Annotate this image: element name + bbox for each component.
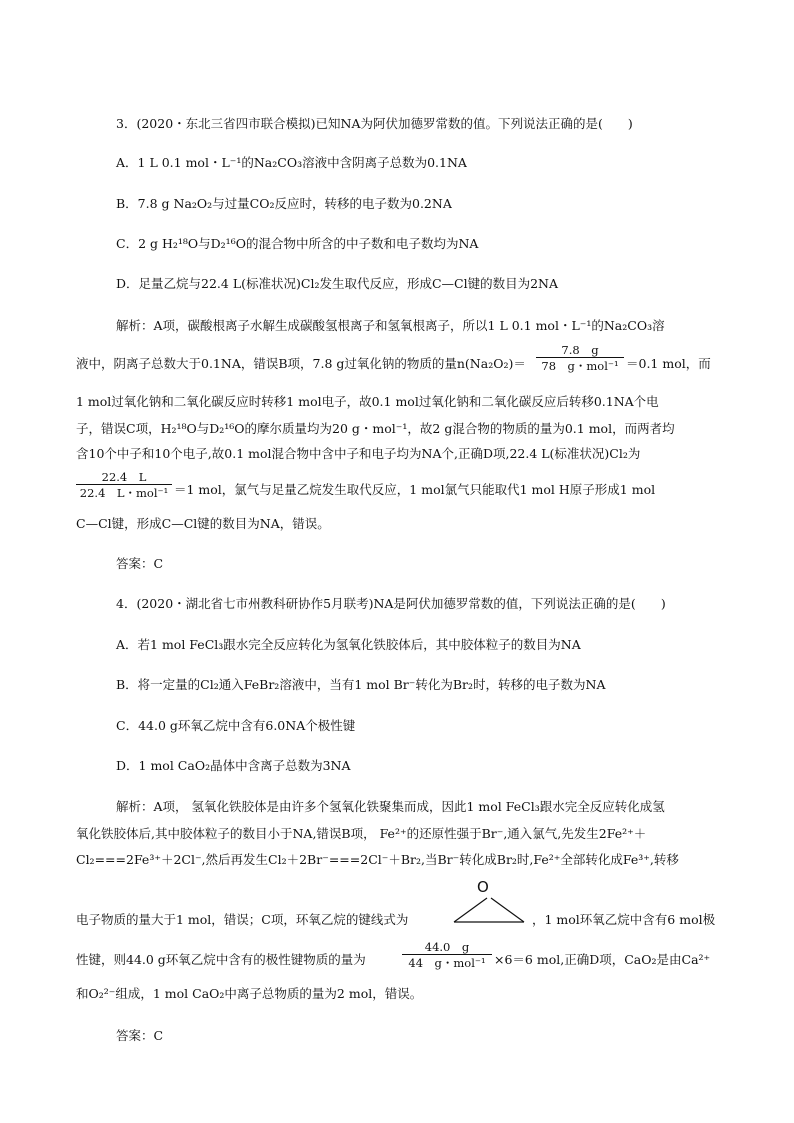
q3-answer: 答案：C — [116, 556, 164, 571]
q4-fraction-numerator: 44.0 g — [424, 940, 470, 954]
q3-fraction-1 — [536, 343, 624, 373]
q4-analysis-line2: 氧化铁胶体后,其中胶体粒子的数目小于NA,错误B项， Fe²⁺的还原性强于Br⁻,通入氯气,先发生2Fe²⁺＋ — [76, 826, 647, 841]
q4-analysis-line1: 解析：A项， 氢氧化铁胶体是由许多个氢氧化铁聚集而成，因此1 mol FeCl₃跟水完全反应转化成氢 — [116, 799, 665, 814]
q3-analysis-line3: 1 mol过氧化钠和二氧化碳反应时转移1 mol电子，故0.1 mol过氧化钠和二氧化碳反应后转移0.1NA个电 — [76, 394, 659, 409]
q3-fraction-1-denominator: 78 g・mol⁻¹ — [536, 357, 624, 373]
q3-fraction-2-numerator: 22.4 L — [101, 470, 147, 484]
q3-analysis-line1: 解析：A项，碳酸根离子水解生成碳酸氢根离子和氢氧根离子，所以1 L 0.1 mol・L⁻¹的Na₂CO₃溶 — [116, 318, 665, 333]
oxygen-atom-label: O — [477, 878, 489, 896]
q3-option-b: B．7.8 g Na₂O₂与过量CO₂反应时，转移的电子数为0.2NA — [116, 196, 452, 211]
q4-answer: 答案：C — [116, 1028, 164, 1043]
q3-fraction-2-denominator: 22.4 L・mol⁻¹ — [76, 484, 172, 500]
q4-option-a: A．若1 mol FeCl₃跟水完全反应转化为氢氧化铁胶体后，其中胶体粒子的数目为NA — [116, 637, 581, 652]
q3-analysis-line2b: ＝0.1 mol，而 — [626, 356, 711, 371]
q4-analysis-line5b: ×6＝6 mol,正确D项，CaO₂是由Ca²⁺ — [494, 952, 711, 967]
q4-analysis-line3: Cl₂===2Fe³⁺＋2Cl⁻,然后再发生Cl₂＋2Br⁻===2Cl⁻＋Br₂,当Br⁻转化成Br₂时,Fe²⁺全部转化成Fe³⁺,转移 — [76, 852, 679, 867]
q3-option-d: D．足量乙烷与22.4 L(标准状况)Cl₂发生取代反应，形成C—Cl键的数目为2NA — [116, 276, 558, 291]
q4-analysis-line4b: ，1 mol环氧乙烷中含有6 mol极 — [532, 912, 716, 927]
q4-analysis-line4a: 电子物质的量大于1 mol，错误；C项，环氧乙烷的键线式为 — [76, 912, 409, 927]
q4-analysis-line5a: 性键，则44.0 g环氧乙烷中含有的极性键物质的量为 — [76, 952, 366, 967]
q3-option-c: C．2 g H₂¹⁸O与D₂¹⁶O的混合物中所含的中子数和电子数均为NA — [116, 236, 479, 251]
q3-option-a: A．1 L 0.1 mol・L⁻¹的Na₂CO₃溶液中含阴离子总数为0.1NA — [116, 155, 467, 170]
q4-fraction — [402, 940, 492, 970]
q4-option-d: D．1 mol CaO₂晶体中含离子总数为3NA — [116, 758, 351, 773]
q3-analysis-line2a: 液中，阴离子总数大于0.1NA，错误B项，7.8 g过氧化钠的物质的量n(Na₂O₂)＝ — [76, 356, 526, 371]
q3-stem: 3．(2020・东北三省四市联合模拟)已知NA为阿伏加德罗常数的值。下列说法正确的是( ) — [116, 116, 633, 131]
q4-stem: 4．(2020・湖北省七市州教科研协作5月联考)NA是阿伏加德罗常数的值，下列说法正确的是( ) — [116, 596, 666, 611]
q3-analysis-line5: 含10个中子和10个电子,故0.1 mol混合物中含中子和电子均为NA个,正确D项,22.4 L(标准状况)Cl₂为 — [76, 446, 641, 461]
q4-analysis-line6: 和O₂²⁻组成，1 mol CaO₂中离子总物质的量为2 mol，错误。 — [76, 986, 423, 1001]
q4-fraction-denominator: 44 g・mol⁻¹ — [402, 954, 492, 970]
q3-fraction-1-numerator: 7.8 g — [561, 343, 599, 357]
q3-analysis-line4: 子，错误C项，H₂¹⁸O与D₂¹⁶O的摩尔质量均为20 g・mol⁻¹，故2 g混合物的物质的量为0.1 mol，而两者均 — [76, 421, 675, 436]
epoxide-structure-icon — [452, 896, 526, 924]
q3-analysis-line7: C—Cl键，形成C—Cl键的数目为NA，错误。 — [76, 516, 330, 531]
q3-fraction-2 — [76, 470, 172, 500]
q3-analysis-line6: ＝1 mol，氯气与足量乙烷发生取代反应，1 mol氯气只能取代1 mol H原子形成1 mol — [174, 482, 656, 497]
q4-option-c: C．44.0 g环氧乙烷中含有6.0NA个极性键 — [116, 718, 356, 733]
q4-option-b: B．将一定量的Cl₂通入FeBr₂溶液中，当有1 mol Br⁻转化为Br₂时，转移的电子数为NA — [116, 677, 606, 692]
